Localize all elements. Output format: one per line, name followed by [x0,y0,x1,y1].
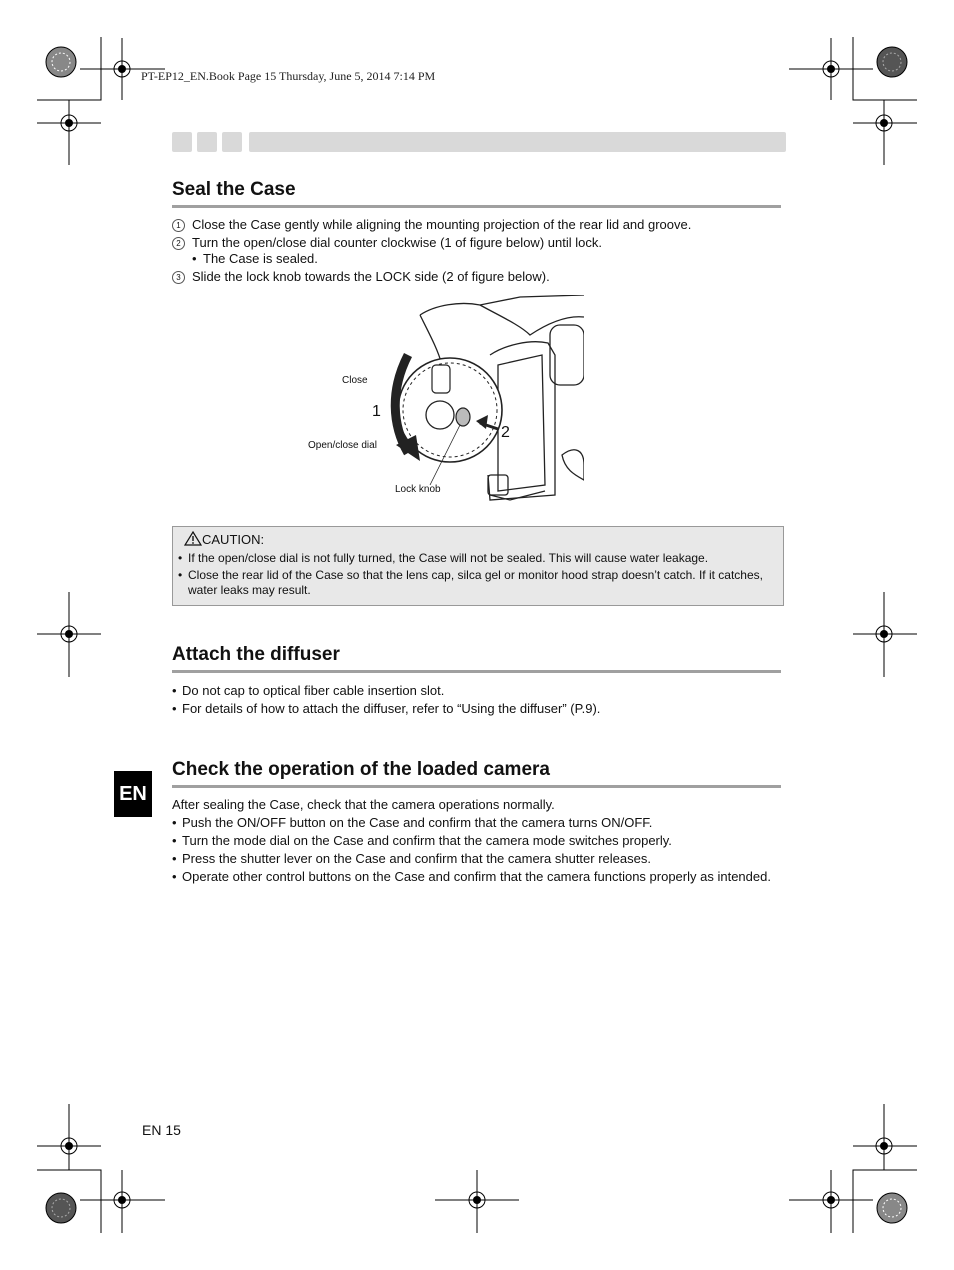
bullet-item: • Operate other control buttons on the Case and confirm that the camera functions properly as intended. [172,869,771,884]
bullet-item: • Press the shutter lever on the Case and confirm that the camera shutter releases. [172,851,651,866]
bullet-item: • Push the ON/OFF button on the Case and confirm that the camera turns ON/OFF. [172,815,653,830]
sub-bullet: • The Case is sealed. [192,251,318,266]
caution-item: • If the open/close dial is not fully turned, the Case will not be sealed. This will cause water leakage. [178,551,709,565]
step-number: 3 [172,271,185,284]
intro-text: After sealing the Case, check that the camera operations normally. [172,797,555,812]
bullet-text: For details of how to attach the diffuser, refer to “Using the diffuser” (P.9). [182,701,601,716]
sub-bullet-text: The Case is sealed. [203,251,318,266]
label-close: Close [342,375,368,386]
step-1 [172,217,691,232]
label-lock-knob: Lock knob [395,484,441,495]
print-slug: PT-EP12_EN.Book Page 15 Thursday, June 5, 2014 7:14 PM [141,69,436,83]
step-text: Close the Case gently while aligning the mounting projection of the rear lid and groove. [192,217,692,232]
header-square-3 [222,132,242,152]
caution-text: If the open/close dial is not fully turned, the Case will not be sealed. This will cause water leakage. [188,551,709,565]
caution-label: CAUTION: [202,532,265,547]
bullet-text: Do not cap to optical fiber cable insertion slot. [182,683,445,698]
bullet-item: • Turn the mode dial on the Case and confirm that the camera mode switches properly. [172,833,672,848]
warning-icon [184,531,202,546]
caution-text: Close the rear lid of the Case so that the lens cap, silca gel or monitor hood strap doesn’t catch. If it catches, [188,568,763,582]
caution-text: water leaks may result. [188,583,311,597]
header-square-2 [197,132,217,152]
caution-header [184,531,264,547]
section-title-check: Check the operation of the loaded camera [172,759,550,780]
bullet-text: Press the shutter lever on the Case and confirm that the camera shutter releases. [182,851,651,866]
page-number: EN 15 [142,1122,181,1138]
step-number: 2 [172,237,185,250]
label-dial: Open/close dial [308,440,377,451]
step-3 [172,269,550,284]
step-text: Turn the open/close dial counter clockwise (1 of figure below) until lock. [192,235,602,250]
step-2 [172,235,602,250]
bullet-item: • Do not cap to optical fiber cable insertion slot. [172,683,445,698]
callout-2: 2 [501,424,510,441]
section-title-seal: Seal the Case [172,179,296,200]
bullet-text: Turn the mode dial on the Case and confirm that the camera mode switches properly. [182,833,672,848]
header-square-1 [172,132,192,152]
header-bar [249,132,786,152]
section-rule [172,670,781,673]
section-rule [172,785,781,788]
section-title-diffuser: Attach the diffuser [172,644,340,665]
step-number: 1 [172,219,185,232]
section-rule [172,205,781,208]
step-text: Slide the lock knob towards the LOCK side (2 of figure below). [192,269,550,284]
bullet-text: Operate other control buttons on the Case and confirm that the camera functions properly as intended. [182,869,771,884]
bullet-text: Push the ON/OFF button on the Case and confirm that the camera turns ON/OFF. [182,815,653,830]
callout-1: 1 [372,403,381,420]
language-tab: EN [114,771,152,817]
case-dial-illustration [380,295,584,507]
caution-item-cont [188,583,311,597]
bullet-item: • For details of how to attach the diffuser, refer to “Using the diffuser” (P.9). [172,701,601,716]
caution-item: • Close the rear lid of the Case so that the lens cap, silca gel or monitor hood strap doesn’t catch. If it catches, [178,568,763,582]
